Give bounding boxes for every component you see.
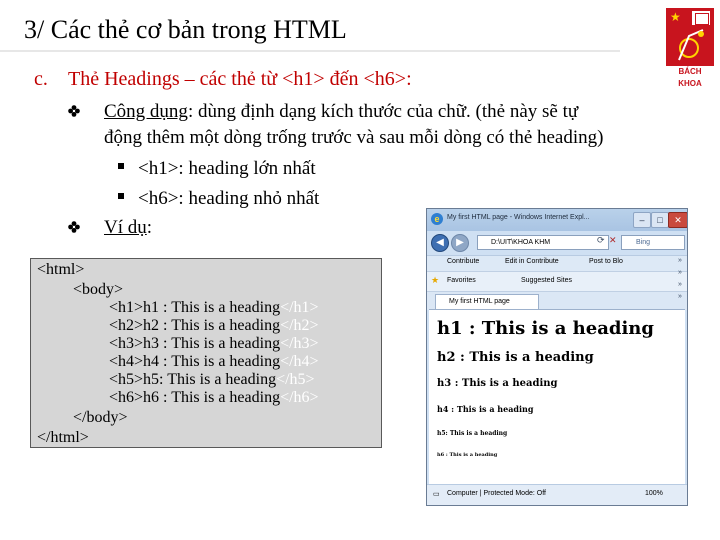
status-text: Computer | Protected Mode: Off <box>447 490 546 497</box>
minimize-button[interactable]: – <box>633 212 651 228</box>
favorites-star-icon: ★ <box>431 275 440 285</box>
rendered-h4: h4 : This is a heading <box>437 404 534 414</box>
code-line-h6: <h6>h6 : This is a heading</h6> <box>109 389 319 406</box>
page-content <box>429 309 685 486</box>
code-body-open: <body> <box>73 281 124 298</box>
usage-desc-line2: động thêm một dòng trống trước và sau mỗi dòng có thẻ heading) <box>104 127 604 148</box>
example-term: Ví dụ <box>104 217 147 238</box>
code-line-h4: <h4>h4 : This is a heading</h4> <box>109 353 319 370</box>
close-button[interactable]: ✕ <box>668 212 688 228</box>
code-line-h2: <h2>h2 : This is a heading</h2> <box>109 317 319 334</box>
section-heading <box>34 66 412 92</box>
forward-button[interactable]: ▶ <box>451 234 469 252</box>
rendered-h6: h6 : This is a heading <box>437 452 498 458</box>
edit-in-contribute-button[interactable]: Edit in Contribute <box>505 258 559 265</box>
back-button[interactable]: ◀ <box>431 234 449 252</box>
computer-icon: ▭ <box>433 491 440 498</box>
search-placeholder: Bing <box>636 239 651 246</box>
browser-window <box>426 208 688 506</box>
usage-term: Công dụng <box>104 101 188 122</box>
browser-title: My first HTML page - Windows Internet Expl... <box>447 214 590 221</box>
usage-desc: : dùng định dạng kích thước của chữ. (thẻ này sẽ tự <box>187 101 579 122</box>
section-text: Thẻ Headings – các thẻ từ <h1> đến <h6>: <box>68 68 412 90</box>
seal-icon <box>692 11 710 25</box>
maximize-button[interactable]: □ <box>651 212 669 228</box>
tab-bar <box>427 291 687 310</box>
title-divider <box>0 50 620 52</box>
bullet-example <box>104 215 152 241</box>
contribute-toolbar <box>427 255 687 272</box>
ie-logo-icon: e <box>431 213 443 225</box>
logo-band <box>666 66 714 88</box>
favorites-button[interactable]: Favorites <box>447 277 476 284</box>
browser-titlebar <box>427 209 687 231</box>
code-line-h1: <h1>h1 : This is a heading</h1> <box>109 299 319 316</box>
code-line-h5: <h5>h5: This is a heading</h5> <box>109 371 315 388</box>
rendered-h2: h2 : This is a heading <box>437 350 594 365</box>
square-bullet-icon <box>118 193 124 199</box>
logo-figure-icon <box>673 26 709 62</box>
rendered-h1: h1 : This is a heading <box>437 318 654 339</box>
diamond-bullet-icon <box>68 221 80 233</box>
square-bullet-icon <box>118 163 124 169</box>
diamond-bullet-icon <box>68 105 80 117</box>
favorites-bar <box>427 271 687 292</box>
code-example <box>30 258 382 448</box>
refresh-icon[interactable]: ⟳ <box>597 235 605 245</box>
rendered-h3: h3 : This is a heading <box>437 378 558 389</box>
sub-bullet-h1: <h1>: heading lớn nhất <box>138 158 316 179</box>
code-html-open: <html> <box>37 261 85 278</box>
rendered-h5: h5: This is a heading <box>437 430 508 437</box>
star-icon: ★ <box>670 10 681 24</box>
stop-icon[interactable]: ✕ <box>609 235 617 245</box>
toolbar-overflow-icon[interactable]: » » » » <box>678 257 682 300</box>
suggested-sites-link[interactable]: Suggested Sites <box>521 277 572 284</box>
bach-khoa-logo <box>666 8 714 88</box>
tab-my-first-html-page[interactable] <box>435 294 539 309</box>
code-line-h3: <h3>h3 : This is a heading</h3> <box>109 335 319 352</box>
code-html-close: </html> <box>37 429 89 446</box>
section-label: c. <box>34 68 48 90</box>
status-bar <box>427 484 687 505</box>
slide-title: 3/ Các thẻ cơ bản trong HTML <box>24 15 347 44</box>
post-to-blog-button[interactable]: Post to Blo <box>589 258 623 265</box>
address-bar[interactable] <box>477 235 609 250</box>
search-box[interactable] <box>621 235 685 250</box>
logo-band-text: BÁCH KHOA <box>678 67 702 88</box>
bullet-usage <box>104 99 578 125</box>
tab-label: My first HTML page <box>449 298 510 305</box>
example-colon: : <box>146 217 153 238</box>
contribute-button[interactable]: Contribute <box>447 258 480 265</box>
code-body-close: </body> <box>73 409 128 426</box>
sub-bullet-h6: <h6>: heading nhỏ nhất <box>138 188 320 209</box>
zoom-level[interactable]: 100% <box>645 490 663 497</box>
address-row <box>427 231 687 255</box>
address-text: D:\UIT\KHOA KHM <box>491 239 551 246</box>
